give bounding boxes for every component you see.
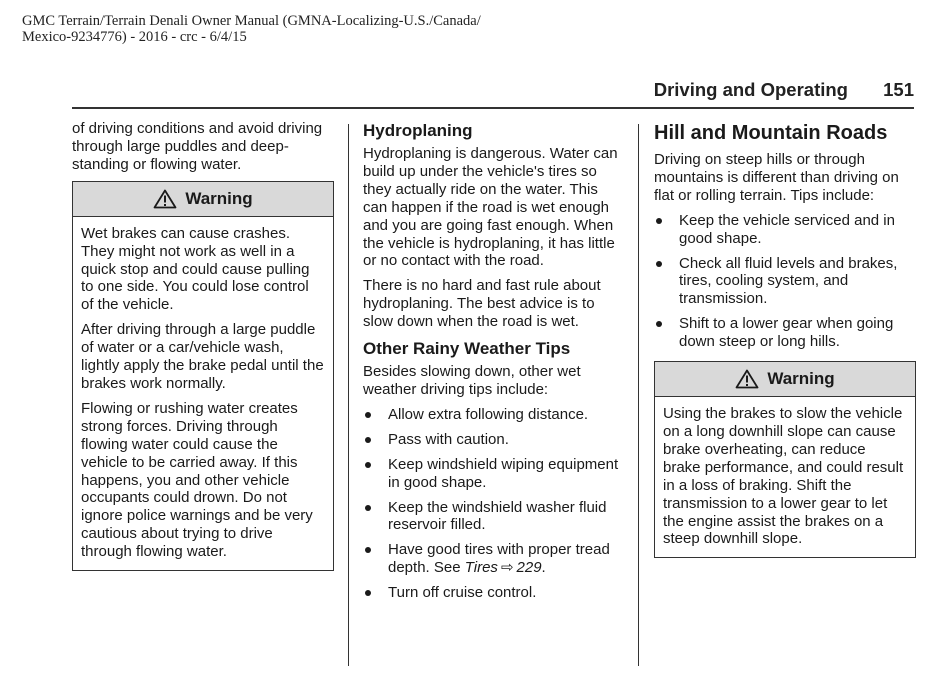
- warning-triangle-icon: [153, 189, 177, 209]
- metadata-line-1: GMC Terrain/Terrain Denali Owner Manual (GMNA-Localizing-U.S./Canada/: [22, 13, 481, 29]
- warning-paragraph: Wet brakes can cause crashes. They might not work as well in a quick stop and could cause pulling to one side. You could lose control of the vehicle.: [81, 224, 310, 314]
- document-metadata: [22, 13, 481, 45]
- section-title: Driving and Operating: [653, 79, 848, 100]
- warning-title: Warning: [767, 369, 835, 389]
- list-item-text: .: [541, 559, 546, 577]
- rainy-tips-heading: Other Rainy Weather Tips: [363, 339, 571, 359]
- hill-mountain-intro: Driving on steep hills or through mountains is different than driving on flat or rolling terrain. Tips include:: [654, 151, 899, 204]
- hydroplaning-heading: Hydroplaning: [363, 121, 473, 140]
- header-divider: [72, 107, 914, 109]
- warning-paragraph: Flowing or rushing water creates strong forces. Driving through flowing water could cause the vehicle to be carried away. If this happens, you and other vehicle occupants could drown. Do not ignore police warnings and be very cautious about trying to drive through flowing water.: [81, 399, 313, 561]
- bullet-icon: [365, 462, 371, 468]
- warning-paragraph: Using the brakes to slow the vehicle on a long downhill slope can cause brake overheating, can reduce brake performance, and could result in a loss of braking. Shift the transmission to a lower gear to let the engine assist the brakes on a steep downhill slope.: [663, 405, 904, 548]
- list-item: [363, 431, 625, 449]
- list-item-text: Allow extra following distance.: [388, 405, 589, 423]
- bullet-icon: [365, 505, 371, 511]
- list-item: [363, 541, 625, 577]
- warning-body: [73, 217, 333, 570]
- list-item-text: Keep the windshield washer fluid reservoir filled.: [388, 498, 607, 534]
- list-item-text: Turn off cruise control.: [388, 584, 537, 602]
- metadata-line-2: Mexico-9234776) - 2016 - crc - 6/4/15: [22, 29, 247, 45]
- list-item: [363, 584, 625, 602]
- list-item: [654, 212, 916, 248]
- bullet-icon: [365, 590, 371, 596]
- warning-paragraph: After driving through a large puddle of water or a car/vehicle wash, lightly apply the brake pedal until the brakes work normally.: [81, 321, 324, 392]
- list-item: [654, 315, 916, 351]
- bullet-icon: [365, 412, 371, 418]
- column-divider-1: [348, 124, 349, 666]
- bullet-icon: [365, 547, 371, 553]
- hill-mountain-heading: Hill and Mountain Roads: [654, 122, 888, 144]
- hydroplaning-paragraph: Hydroplaning is dangerous. Water can build up under the vehicle's tires so they actually ride on the water. This can happen if the road is wet enough and you are going fast enough. When the vehicle is hydroplaning, it has little or no contact with the road.: [363, 145, 618, 270]
- rainy-tips-intro: Besides slowing down, other wet weather driving tips include:: [363, 363, 581, 398]
- list-item: [363, 406, 625, 424]
- hydroplaning-paragraph: There is no hard and fast rule about hydroplaning. The best advice is to slow down when the road is wet.: [363, 277, 601, 331]
- column-3: [654, 120, 916, 558]
- tires-link[interactable]: Tires: [464, 559, 498, 577]
- warning-header: [655, 362, 915, 397]
- list-item-text: Shift to a lower gear when going down steep or long hills.: [679, 315, 894, 351]
- page-reference-arrow-icon: ⇨: [500, 559, 514, 577]
- column-divider-2: [638, 124, 639, 666]
- tires-page-reference[interactable]: 229: [516, 559, 542, 577]
- warning-triangle-icon: [735, 369, 759, 389]
- bullet-icon: [656, 321, 662, 327]
- warning-header: [73, 182, 333, 217]
- page-number: 151: [883, 79, 914, 100]
- column-2: [363, 120, 625, 609]
- list-item: [363, 499, 625, 535]
- list-item-text: Have good tires with proper tread depth. See: [388, 541, 610, 577]
- bullet-icon: [656, 261, 662, 267]
- intro-text: of driving conditions and avoid driving through large puddles and deep-standing or flowing water.: [72, 120, 323, 173]
- bullet-icon: [656, 218, 662, 224]
- warning-body: [655, 397, 915, 557]
- list-item-text: Pass with caution.: [388, 430, 509, 448]
- list-item: [363, 456, 625, 492]
- downhill-braking-warning-box: [654, 361, 916, 558]
- rainy-tips-list: [363, 406, 625, 602]
- bullet-icon: [365, 437, 371, 443]
- hill-tips-list: [654, 212, 916, 351]
- list-item-text: Keep windshield wiping equipment in good shape.: [388, 455, 619, 491]
- wet-brakes-warning-box: [72, 181, 334, 571]
- list-item: [654, 255, 916, 309]
- warning-title: Warning: [185, 188, 253, 208]
- column-1: [72, 120, 334, 571]
- list-item-text: Keep the vehicle serviced and in good shape.: [679, 211, 895, 247]
- list-item-text: Check all fluid levels and brakes, tires, cooling system, and transmission.: [679, 254, 898, 308]
